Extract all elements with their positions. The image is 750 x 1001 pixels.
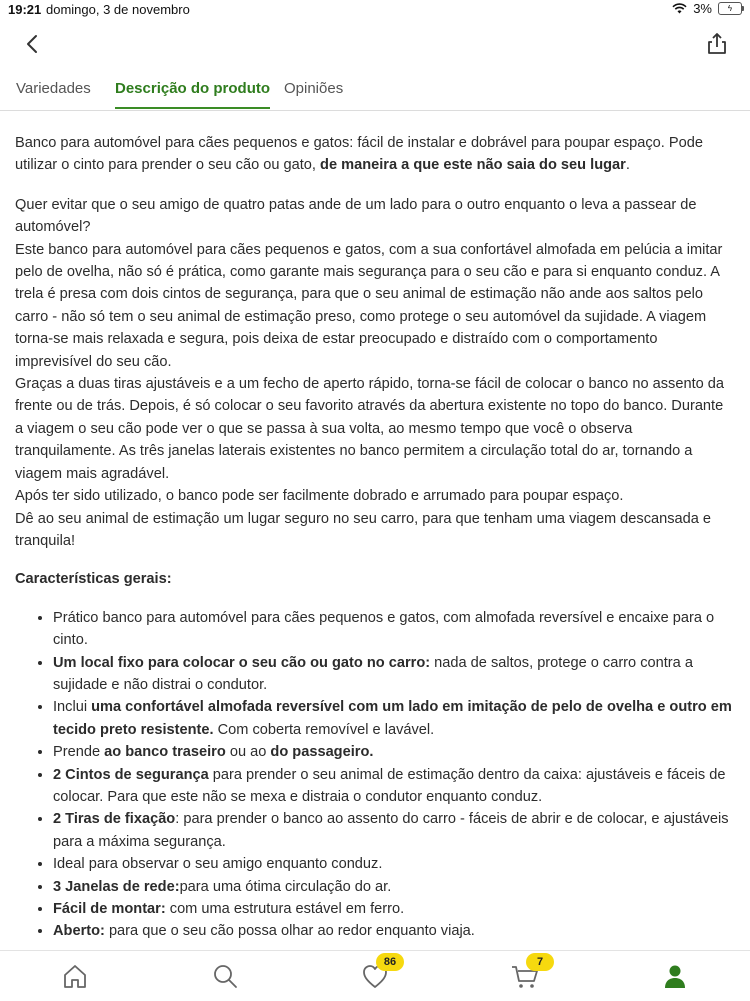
account-button[interactable] <box>660 961 690 991</box>
paragraph: Graças a duas tiras ajustáveis e a um fecho de aperto rápido, torna-se fácil de colocar o banco no assento da frente ou de trás. Depois, é só colocar o seu favorito através da abertura existente no topo do banco. Durante a viagem o seu cão pode ver o que se passa à sua volta, ao mesmo tempo que você o observa tranquilamente. As três janelas laterais existentes no banco permitem a circulação total do ar, tornando a viagem mais agradável. <box>15 376 725 482</box>
feature-text: ou ao <box>225 744 271 761</box>
search-button[interactable] <box>210 961 240 991</box>
paragraph: Dê ao seu animal de estimação um lugar seguro no seu carro, para que tenham uma viagem descansada e tranquila! <box>15 510 712 549</box>
paragraph: Quer evitar que o seu amigo de quatro patas ande de um lado para o outro enquanto o leva a passear de automóvel? <box>15 196 697 236</box>
paragraph: Este banco para automóvel para cães pequenos e gatos, com a sua confortável almofada em pelúcia a imitar pelo de ovelha, não só é prática, como garante mais segurança para o seu cão e para si enquanto conduz. A trela é presa com dois cintos de segurança, para que o seu animal de estimação não ande aos saltos pelo carro - não só tem o seu animal de estimação preso, como protege o seu automóvel da sujidade. A viagem torna-se mais relaxada e segura, pois deixa de estar preocupado e distraído com o comportamento imprevisível do seu cão. <box>15 241 723 370</box>
intro-text: Banco para automóvel para cães pequenos e gatos: fácil de instalar e dobrável para poupar espaço. Pode utilizar o cinto para prender o seu cão ou gato, <box>15 135 703 174</box>
cart-button[interactable] <box>510 956 544 991</box>
feature-text: para prender o seu animal de estimação dentro da caixa: ajustáveis e fáceis de colocar. Para que este não se mexa e distraia o condutor enquanto conduz. <box>53 766 726 805</box>
feature-bold: ao banco traseiro <box>104 744 226 761</box>
feature-bold: 3 Janelas de rede: <box>53 878 180 895</box>
status-date: domingo, 3 de novembro <box>46 2 190 17</box>
home-icon <box>60 961 90 991</box>
feature-text: Inclui <box>53 699 92 716</box>
list-item <box>53 764 733 809</box>
feature-bold: 2 Cintos de segurança <box>53 766 209 783</box>
share-button[interactable] <box>704 30 730 58</box>
status-time: 19:21 <box>8 2 42 17</box>
feature-bold: Fácil de montar: <box>53 901 166 917</box>
intro-end: . <box>625 157 630 174</box>
feature-bold: Aberto: <box>53 923 105 940</box>
intro-bold: de maneira a que este não saia do seu lugar <box>320 157 626 174</box>
list-item <box>53 898 733 920</box>
home-button[interactable] <box>60 961 90 991</box>
wishlist-count-badge: 86 <box>376 953 404 971</box>
status-bar <box>0 0 750 22</box>
feature-bold: Um local fixo para colocar o seu cão ou gato no carro: <box>53 654 431 671</box>
list-item <box>53 876 733 898</box>
features-list <box>15 607 733 943</box>
feature-text: Ideal para observar o seu amigo enquanto conduz. <box>53 856 383 873</box>
share-icon <box>704 30 730 58</box>
list-item <box>53 741 733 763</box>
list-item <box>53 652 733 697</box>
wishlist-button[interactable] <box>360 956 397 991</box>
list-item <box>53 853 733 875</box>
chevron-left-icon <box>20 30 46 58</box>
battery-icon: ϟ <box>718 2 742 15</box>
wifi-icon <box>672 3 687 14</box>
status-right <box>672 1 742 16</box>
feature-text: Prático banco para automóvel para cães pequenos e gatos, com almofada reversível e encaixe para o cinto. <box>53 609 715 649</box>
user-icon <box>660 961 690 991</box>
product-description <box>15 132 733 943</box>
list-item <box>53 808 733 853</box>
bottom-nav <box>0 950 750 1001</box>
feature-text: : para prender o banco ao assento do carro - fáceis de abrir e de colocar, e ajustáveis para a máxima segurança. <box>53 811 729 850</box>
list-item <box>53 920 733 942</box>
list-item <box>53 607 733 652</box>
feature-text: Com coberta removível e lavável. <box>213 721 435 738</box>
back-button[interactable] <box>20 30 46 58</box>
features-title: Características gerais: <box>15 571 172 588</box>
cart-count-badge: 7 <box>526 953 554 971</box>
search-icon <box>210 961 240 991</box>
battery-percent: 3% <box>693 1 712 16</box>
feature-text: Prende <box>53 744 105 761</box>
paragraph: Após ter sido utilizado, o banco pode ser facilmente dobrado e arrumado para poupar espaço. <box>15 488 624 505</box>
nav-bar <box>0 22 750 68</box>
tab-opinioes[interactable]: Opiniões <box>284 80 344 97</box>
feature-bold: 2 Tiras de fixação <box>53 811 176 828</box>
tab-descricao[interactable]: Descrição do produto <box>115 80 270 109</box>
list-item <box>53 696 733 741</box>
feature-text: para uma ótima circulação do ar. <box>179 878 392 895</box>
feature-text: para que o seu cão possa olhar ao redor enquanto viaja. <box>104 923 475 940</box>
feature-bold: uma confortável almofada reversível com um lado em imitação de pelo de ovelha e outro em tecido preto resistente. <box>53 699 732 738</box>
tab-bar <box>0 70 750 111</box>
feature-text: nada de saltos, protege o carro contra a sujidade e não distrai o condutor. <box>53 654 693 693</box>
feature-text: com uma estrutura estável em ferro. <box>165 901 405 917</box>
intro-paragraph <box>15 132 733 177</box>
feature-bold: do passageiro. <box>270 744 374 761</box>
tab-variedades[interactable]: Variedades <box>16 80 91 97</box>
